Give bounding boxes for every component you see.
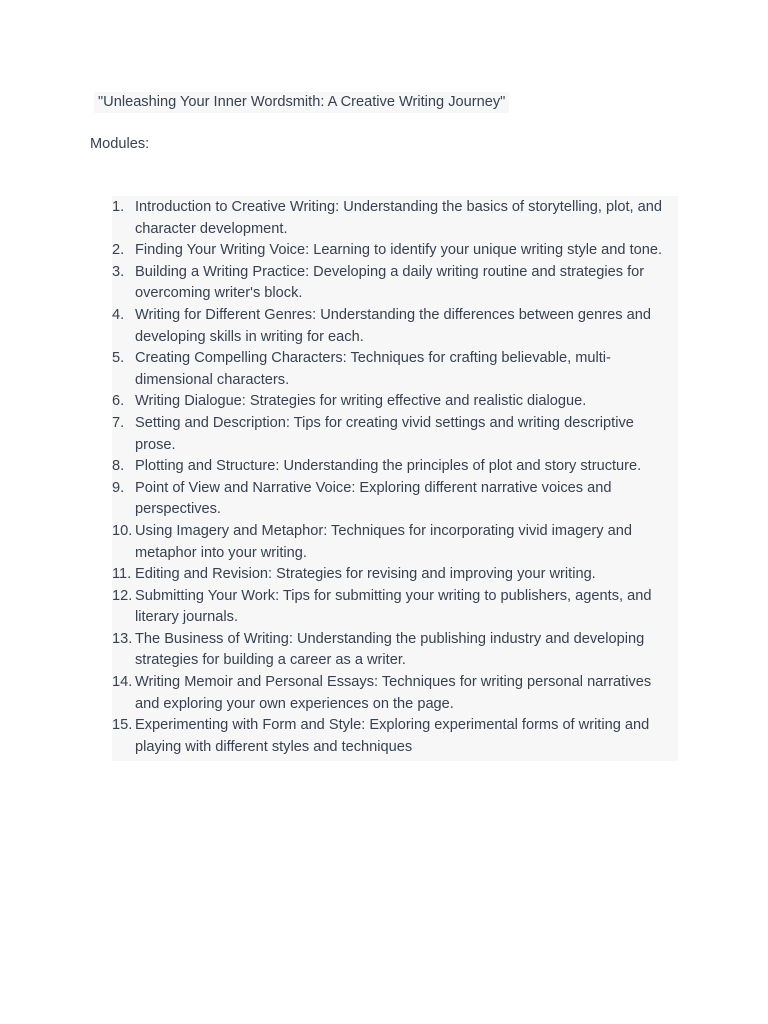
list-item-number: 8. — [112, 458, 125, 475]
list-item-number: 15. — [112, 717, 133, 734]
list-item — [112, 629, 678, 672]
list-item-number: 2. — [112, 242, 125, 259]
list-item — [112, 240, 678, 262]
list-item-number: 9. — [112, 479, 125, 496]
list-item-number: 1. — [112, 199, 125, 215]
list-item-number: 3. — [112, 263, 125, 280]
list-item-text: Building a Writing Practice: Developing a daily writing routine and strategies for overcoming writer's block. — [135, 263, 645, 302]
list-item-number: 12. — [112, 587, 133, 604]
list-item — [112, 672, 678, 715]
list-item-number: 14. — [112, 674, 133, 691]
list-item — [112, 348, 678, 391]
list-item-text: Experimenting with Form and Style: Exploring experimental forms of writing and playing with different styles and techniques — [135, 717, 650, 755]
list-item-text: Setting and Description: Tips for creating vivid settings and writing descriptive prose. — [135, 414, 634, 453]
list-item — [112, 521, 678, 564]
modules-label: Modules: — [90, 136, 150, 152]
list-item-text: Plotting and Structure: Understanding the principles of plot and story structure. — [135, 458, 642, 475]
list-item — [112, 715, 678, 758]
list-item-text: Writing Memoir and Personal Essays: Techniques for writing personal narratives and exploring your own experiences on the page. — [135, 674, 652, 712]
list-item — [112, 305, 678, 348]
list-item — [112, 413, 678, 456]
list-item — [112, 586, 678, 629]
list-item — [112, 456, 678, 478]
list-item-text: Point of View and Narrative Voice: Exploring different narrative voices and perspectives. — [135, 479, 612, 518]
list-item — [112, 478, 678, 521]
list-item-text: Submitting Your Work: Tips for submitting your writing to publishers, agents, and literary journals. — [135, 587, 652, 626]
list-item-number: 4. — [112, 306, 125, 323]
list-item — [112, 262, 678, 305]
list-item-text: Using Imagery and Metaphor: Techniques for incorporating vivid imagery and metaphor into your writing. — [135, 522, 632, 561]
list-item-number: 13. — [112, 630, 133, 647]
list-item-number: 7. — [112, 414, 125, 431]
list-item-text: Writing for Different Genres: Understanding the differences between genres and developing skills in writing for each. — [135, 306, 651, 345]
list-item-text: The Business of Writing: Understanding the publishing industry and developing strategies for building a career as a writer. — [135, 630, 645, 669]
list-item-number: 6. — [112, 393, 125, 410]
list-item-text: Introduction to Creative Writing: Understanding the basics of storytelling, plot, and character development. — [135, 199, 663, 237]
document-title: "Unleashing Your Inner Wordsmith: A Creative Writing Journey" — [94, 92, 509, 113]
module-list — [112, 196, 678, 761]
list-item-text: Writing Dialogue: Strategies for writing effective and realistic dialogue. — [135, 393, 587, 410]
list-item-number: 5. — [112, 350, 125, 367]
list-item — [112, 391, 678, 413]
list-item-number: 11. — [112, 566, 132, 583]
list-item — [112, 564, 678, 586]
list-item — [112, 197, 678, 240]
list-item-text: Editing and Revision: Strategies for revising and improving your writing. — [135, 566, 596, 583]
list-item-text: Creating Compelling Characters: Techniques for crafting believable, multi-dimensional characters. — [135, 350, 611, 388]
list-item-number: 10. — [112, 522, 133, 539]
list-item-text: Finding Your Writing Voice: Learning to identify your unique writing style and tone. — [135, 242, 663, 259]
